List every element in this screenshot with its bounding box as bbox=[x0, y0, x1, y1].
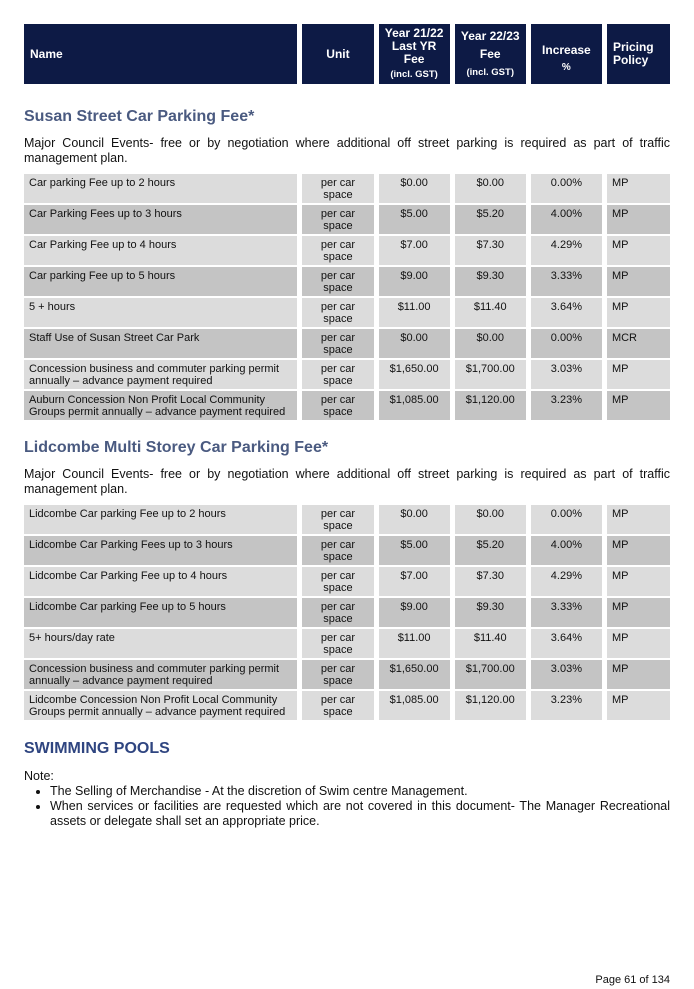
pricing-policy: MP bbox=[607, 298, 670, 327]
swimming-bullets bbox=[24, 784, 670, 829]
fee-increase: 3.23% bbox=[531, 391, 602, 420]
fee-name: Car parking Fee up to 5 hours bbox=[24, 267, 297, 296]
susan-note: Major Council Events- free or by negotiation where additional off street parking is required as part of traffic management plan. bbox=[24, 136, 670, 165]
header-year1-label: Last YR Fee bbox=[391, 39, 437, 66]
fee-last-year: $7.00 bbox=[379, 236, 450, 265]
fee-last-year: $1,650.00 bbox=[379, 360, 450, 389]
fee-increase: 3.03% bbox=[531, 360, 602, 389]
table-row bbox=[24, 536, 670, 565]
lidcombe-title: Lidcombe Multi Storey Car Parking Fee* bbox=[24, 439, 329, 456]
table-row bbox=[24, 505, 670, 534]
fee-name: Lidcombe Car Parking Fees up to 3 hours bbox=[24, 536, 297, 565]
fee-name: Lidcombe Car parking Fee up to 2 hours bbox=[24, 505, 297, 534]
fee-current-year: $9.30 bbox=[455, 267, 526, 296]
header-year1-year: Year 21/22 bbox=[384, 26, 444, 40]
pricing-policy: MCR bbox=[607, 329, 670, 358]
table-row bbox=[24, 174, 670, 203]
fee-unit: per car space bbox=[302, 236, 373, 265]
header-year2 bbox=[455, 24, 526, 84]
fee-name: Staff Use of Susan Street Car Park bbox=[24, 329, 297, 358]
header-increase-unit: % bbox=[561, 62, 571, 73]
fee-unit: per car space bbox=[302, 267, 373, 296]
pricing-policy: MP bbox=[607, 174, 670, 203]
pricing-policy: MP bbox=[607, 267, 670, 296]
fee-unit: per car space bbox=[302, 298, 373, 327]
header-year1 bbox=[379, 24, 450, 84]
table-row bbox=[24, 660, 670, 689]
table-row bbox=[24, 205, 670, 234]
header-year2-year: Year 22/23 bbox=[460, 28, 520, 43]
pricing-policy: MP bbox=[607, 205, 670, 234]
lidcombe-note: Major Council Events- free or by negotiation where additional off street parking is required as part of traffic management plan. bbox=[24, 467, 670, 496]
fee-last-year: $0.00 bbox=[379, 174, 450, 203]
fee-increase: 3.03% bbox=[531, 660, 602, 689]
table-row bbox=[24, 598, 670, 627]
pricing-policy: MP bbox=[607, 360, 670, 389]
susan-title: Susan Street Car Parking Fee* bbox=[24, 108, 255, 125]
pricing-policy: MP bbox=[607, 236, 670, 265]
fee-last-year: $7.00 bbox=[379, 567, 450, 596]
fee-increase: 3.64% bbox=[531, 629, 602, 658]
fee-current-year: $1,700.00 bbox=[455, 660, 526, 689]
header-year1-note: (incl. GST) bbox=[390, 69, 438, 80]
susan-section bbox=[24, 108, 670, 166]
fee-current-year: $0.00 bbox=[455, 329, 526, 358]
header-increase bbox=[531, 24, 602, 84]
fee-last-year: $0.00 bbox=[379, 329, 450, 358]
fee-current-year: $7.30 bbox=[455, 567, 526, 596]
fee-unit: per car space bbox=[302, 391, 373, 420]
fee-increase: 0.00% bbox=[531, 329, 602, 358]
fee-name: 5 + hours bbox=[24, 298, 297, 327]
fee-last-year: $1,085.00 bbox=[379, 391, 450, 420]
fee-increase: 3.64% bbox=[531, 298, 602, 327]
fee-current-year: $9.30 bbox=[455, 598, 526, 627]
swimming-section bbox=[24, 740, 670, 829]
pricing-policy: MP bbox=[607, 505, 670, 534]
swimming-bullet: • When services or facilities are requested which are not covered in this document- The Manager Recreational assets or delegate shall set an appropriate price. bbox=[50, 799, 670, 829]
fee-last-year: $5.00 bbox=[379, 205, 450, 234]
fee-increase: 0.00% bbox=[531, 174, 602, 203]
fee-last-year: $11.00 bbox=[379, 629, 450, 658]
fee-increase: 3.23% bbox=[531, 691, 602, 720]
header-year2-label: Fee bbox=[479, 46, 501, 61]
table-row bbox=[24, 360, 670, 389]
table-row bbox=[24, 236, 670, 265]
fee-last-year: $9.00 bbox=[379, 267, 450, 296]
fee-name: 5+ hours/day rate bbox=[24, 629, 297, 658]
fee-last-year: $1,650.00 bbox=[379, 660, 450, 689]
pricing-policy: MP bbox=[607, 691, 670, 720]
fee-unit: per car space bbox=[302, 691, 373, 720]
pricing-policy: MP bbox=[607, 536, 670, 565]
swimming-title: SWIMMING POOLS bbox=[24, 740, 170, 757]
fee-current-year: $5.20 bbox=[455, 205, 526, 234]
header-increase-label: Increase bbox=[542, 43, 591, 57]
pricing-policy: MP bbox=[607, 598, 670, 627]
table-row bbox=[24, 267, 670, 296]
table-row bbox=[24, 567, 670, 596]
header-name: Name bbox=[24, 24, 297, 84]
lidcombe-section bbox=[24, 439, 670, 497]
fee-increase: 4.29% bbox=[531, 236, 602, 265]
fee-name: Lidcombe Car Parking Fee up to 4 hours bbox=[24, 567, 297, 596]
fee-name: Lidcombe Car parking Fee up to 5 hours bbox=[24, 598, 297, 627]
fee-name: Concession business and commuter parking permit annually – advance payment required bbox=[24, 360, 297, 389]
fee-unit: per car space bbox=[302, 205, 373, 234]
fee-name: Concession business and commuter parking permit annually – advance payment required bbox=[24, 660, 297, 689]
fee-current-year: $7.30 bbox=[455, 236, 526, 265]
fee-increase: 4.00% bbox=[531, 205, 602, 234]
fee-name: Auburn Concession Non Profit Local Community Groups permit annually – advance payment required bbox=[24, 391, 297, 420]
pricing-policy: MP bbox=[607, 660, 670, 689]
lidcombe-table bbox=[19, 503, 675, 722]
fee-unit: per car space bbox=[302, 174, 373, 203]
table-row bbox=[24, 691, 670, 720]
page-number: Page 61 of 134 bbox=[595, 974, 670, 986]
fee-last-year: $11.00 bbox=[379, 298, 450, 327]
header-policy: Pricing Policy bbox=[607, 24, 670, 84]
pricing-policy: MP bbox=[607, 391, 670, 420]
fee-unit: per car space bbox=[302, 505, 373, 534]
fee-increase: 3.33% bbox=[531, 598, 602, 627]
header-year2-note: (incl. GST) bbox=[466, 66, 514, 78]
fee-unit: per car space bbox=[302, 360, 373, 389]
table-row bbox=[24, 329, 670, 358]
fee-current-year: $1,120.00 bbox=[455, 391, 526, 420]
fee-table-header bbox=[19, 24, 675, 84]
fee-unit: per car space bbox=[302, 536, 373, 565]
fee-name: Car Parking Fees up to 3 hours bbox=[24, 205, 297, 234]
header-unit: Unit bbox=[302, 24, 373, 84]
fee-current-year: $11.40 bbox=[455, 298, 526, 327]
fee-name: Lidcombe Concession Non Profit Local Community Groups permit annually – advance payment required bbox=[24, 691, 297, 720]
pricing-policy: MP bbox=[607, 567, 670, 596]
fee-increase: 0.00% bbox=[531, 505, 602, 534]
susan-table bbox=[19, 172, 675, 422]
table-row bbox=[24, 629, 670, 658]
fee-current-year: $1,120.00 bbox=[455, 691, 526, 720]
fee-increase: 4.29% bbox=[531, 567, 602, 596]
fee-last-year: $1,085.00 bbox=[379, 691, 450, 720]
fee-unit: per car space bbox=[302, 329, 373, 358]
fee-current-year: $0.00 bbox=[455, 174, 526, 203]
table-row bbox=[24, 298, 670, 327]
fee-increase: 4.00% bbox=[531, 536, 602, 565]
fee-last-year: $5.00 bbox=[379, 536, 450, 565]
fee-unit: per car space bbox=[302, 598, 373, 627]
fee-current-year: $5.20 bbox=[455, 536, 526, 565]
swimming-note-label: Note: bbox=[24, 769, 54, 783]
fee-last-year: $0.00 bbox=[379, 505, 450, 534]
fee-last-year: $9.00 bbox=[379, 598, 450, 627]
fee-name: Car Parking Fee up to 4 hours bbox=[24, 236, 297, 265]
fee-unit: per car space bbox=[302, 629, 373, 658]
pricing-policy: MP bbox=[607, 629, 670, 658]
fee-current-year: $11.40 bbox=[455, 629, 526, 658]
fee-unit: per car space bbox=[302, 567, 373, 596]
fee-increase: 3.33% bbox=[531, 267, 602, 296]
table-row bbox=[24, 391, 670, 420]
fee-name: Car parking Fee up to 2 hours bbox=[24, 174, 297, 203]
fee-current-year: $0.00 bbox=[455, 505, 526, 534]
fee-current-year: $1,700.00 bbox=[455, 360, 526, 389]
swimming-bullet: • The Selling of Merchandise - At the discretion of Swim centre Management. bbox=[50, 784, 670, 799]
fee-unit: per car space bbox=[302, 660, 373, 689]
